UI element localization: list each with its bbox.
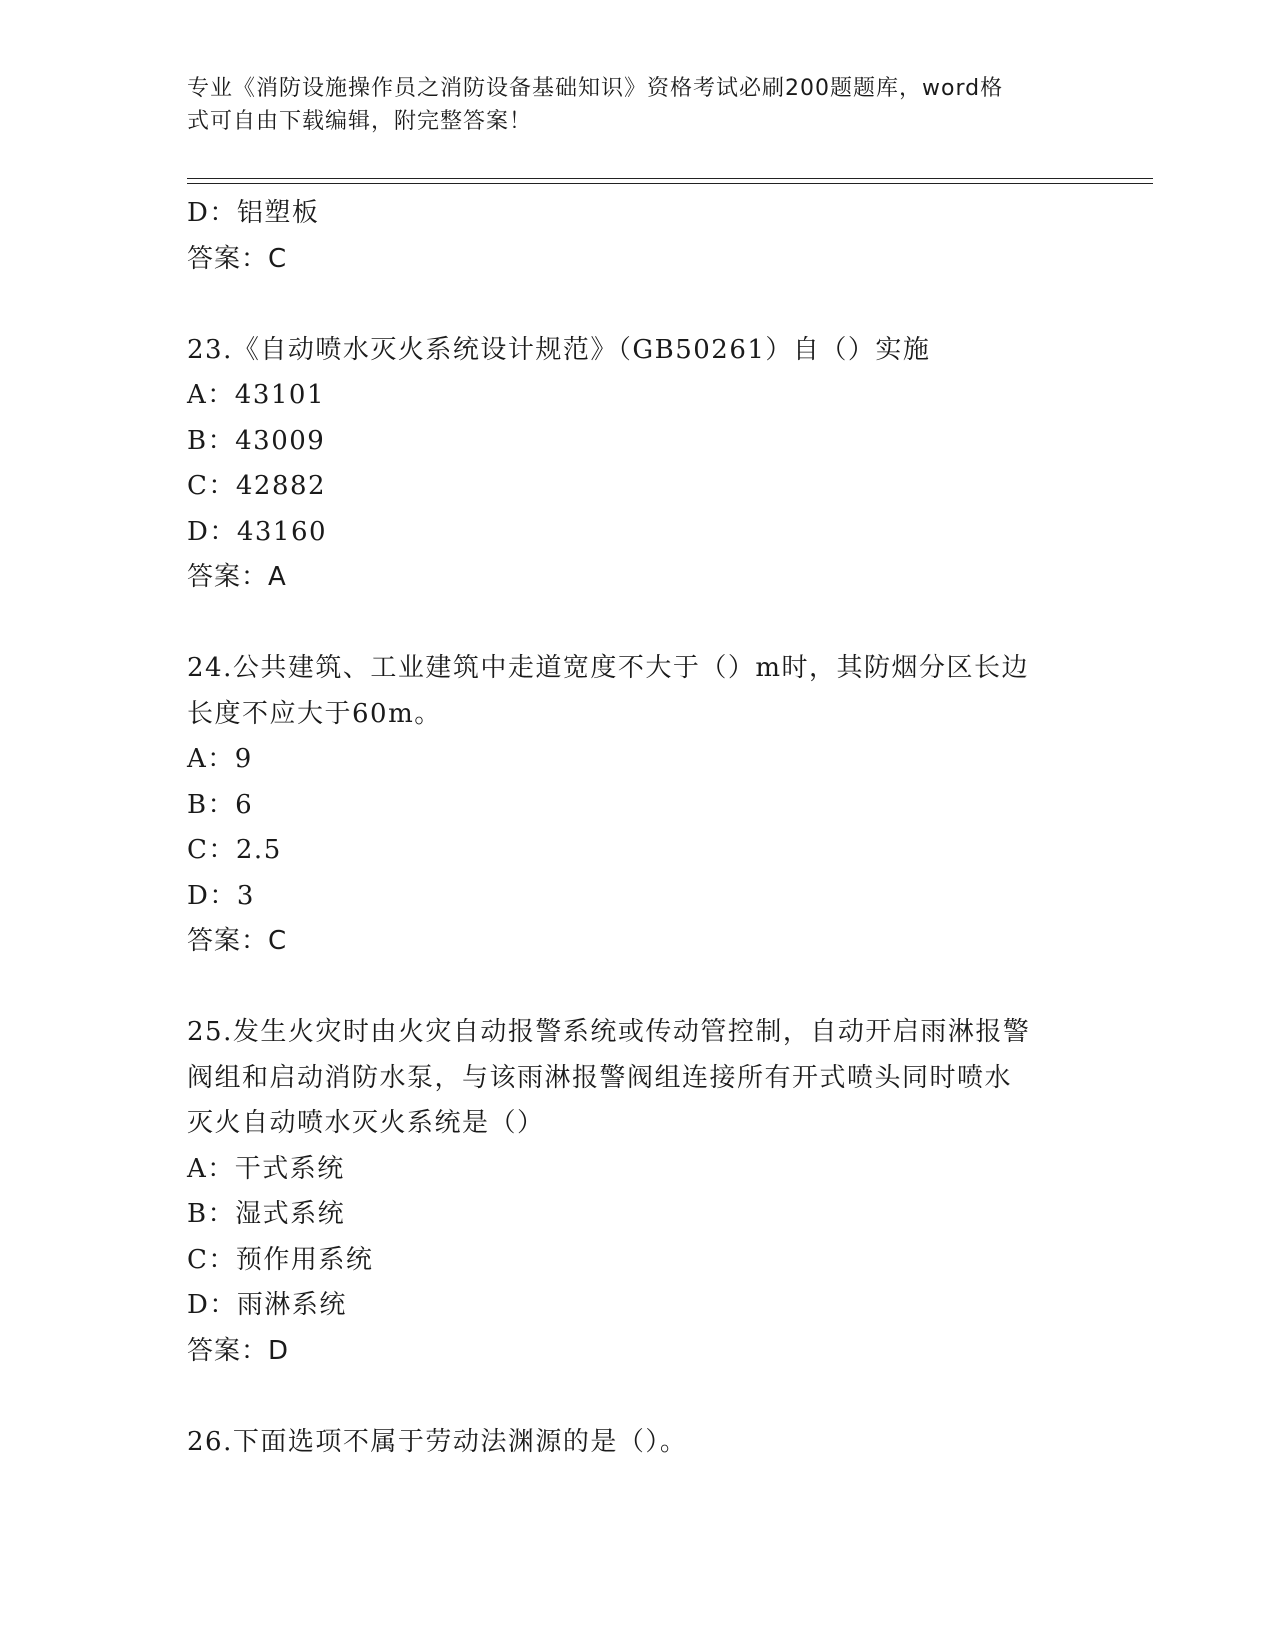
question-stem: 26.下面选项不属于劳动法渊源的是（）。	[187, 1426, 688, 1457]
option-d: D：雨淋系统	[187, 1290, 347, 1320]
question-stem-line-1: 24.公共建筑、工业建筑中走道宽度不大于（）m时，其防烟分区长边	[187, 653, 1030, 683]
spacer	[187, 1374, 1087, 1420]
question-24	[187, 646, 1087, 965]
option-b: B：6	[187, 789, 254, 820]
question-23	[187, 328, 1087, 601]
option-a: A：9	[187, 744, 253, 774]
question-stem-line-3: 灭火自动喷水灭火系统是（）	[187, 1108, 545, 1138]
option-d: D：3	[187, 880, 255, 911]
answer: 答案：A	[187, 562, 287, 592]
header-divider-bottom	[187, 183, 1153, 184]
spacer	[187, 601, 1087, 647]
header-line-2: 式可自由下载编辑，附完整答案！	[187, 109, 533, 134]
spacer	[187, 965, 1087, 1011]
question-list	[187, 191, 1087, 1465]
question-stem-line-1: 25.发生火灾时由火灾自动报警系统或传动管控制，自动开启雨淋报警	[187, 1017, 1031, 1047]
option-a: A：干式系统	[187, 1153, 345, 1184]
question-stem-line-2: 长度不应大于60m。	[187, 698, 442, 729]
question-25	[187, 1010, 1087, 1374]
question-stem-line-2: 阀组和启动消防水泵，与该雨淋报警阀组连接所有开式喷头同时喷水	[187, 1062, 1013, 1093]
answer: 答案：D	[187, 1335, 290, 1366]
answer: 答案：C	[187, 243, 288, 274]
option-b: B：43009	[187, 425, 326, 456]
option-a: A：43101	[187, 380, 325, 410]
option-c: C：预作用系统	[187, 1244, 374, 1275]
option-b: B：湿式系统	[187, 1199, 346, 1229]
question-26	[187, 1420, 1087, 1466]
option-d: D：铝塑板	[187, 198, 320, 228]
spacer	[187, 282, 1087, 328]
header-divider-top	[187, 178, 1153, 179]
question-22-tail	[187, 191, 1087, 282]
header-line-1: 专业《消防设施操作员之消防设备基础知识》资格考试必刷200题题库，word格	[187, 76, 1004, 101]
option-c: C：2.5	[187, 835, 282, 865]
answer: 答案：C	[187, 926, 288, 956]
option-d: D：43160	[187, 516, 328, 547]
document-header	[187, 72, 1067, 138]
question-stem: 23.《自动喷水灭火系统设计规范》（GB50261）自（）实施	[187, 334, 931, 365]
option-c: C：42882	[187, 471, 327, 501]
